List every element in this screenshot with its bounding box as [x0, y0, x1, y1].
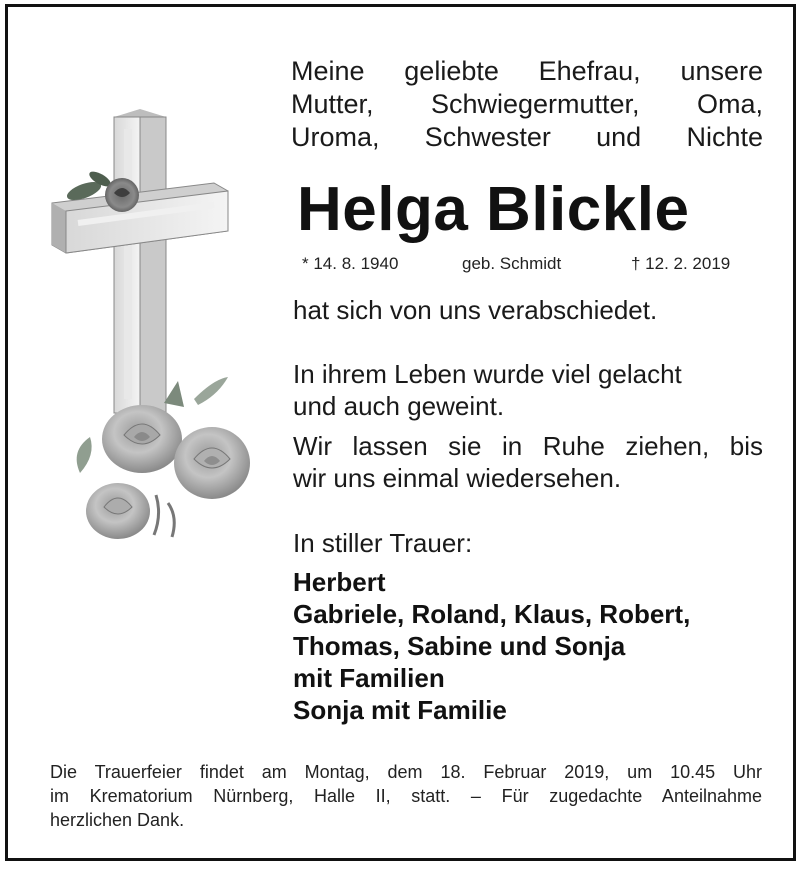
cross-with-roses-illustration — [44, 103, 284, 553]
family-line: Sonja mit Familie — [293, 695, 507, 725]
quote-line: Wir lassen sie in Ruhe ziehen, bis — [293, 431, 763, 461]
obituary-frame — [5, 4, 796, 861]
intro-line: Mutter, Schwiegermutter, Oma, — [291, 89, 763, 119]
maiden-name: geb. Schmidt — [462, 254, 562, 273]
quote-line: und auch geweint. — [293, 391, 505, 421]
family-line: Gabriele, Roland, Klaus, Robert, — [293, 599, 691, 629]
farewell-text: hat sich von uns verabschiedet. — [293, 295, 658, 325]
footer-line: im Krematorium Nürnberg, Halle II, statt. – Für zugedachte Anteilnahme — [50, 786, 762, 806]
family-line: Herbert — [293, 567, 386, 597]
family-line: mit Familien — [293, 663, 445, 693]
deceased-name: Helga Blickle — [297, 175, 690, 244]
cross-icon — [52, 109, 228, 421]
mourning-intro: In stiller Trauer: — [293, 528, 473, 558]
family-line: Thomas, Sabine und Sonja — [293, 631, 626, 661]
quote-second — [293, 430, 763, 494]
family-list — [293, 566, 690, 726]
footer-line: Die Trauerfeier findet am Montag, dem 18. Februar 2019, um 10.45 Uhr — [50, 762, 762, 782]
footer-line: herzlichen Dank. — [50, 810, 185, 830]
quote-first — [293, 358, 682, 422]
intro-text — [291, 55, 763, 154]
intro-line: Uroma, Schwester und Nichte — [291, 122, 763, 152]
birth-date: * 14. 8. 1940 — [302, 254, 399, 273]
quote-line: wir uns einmal wiedersehen. — [293, 463, 622, 493]
funeral-notice — [50, 760, 762, 832]
quote-line: In ihrem Leben wurde viel gelacht — [293, 359, 682, 389]
intro-line: Meine geliebte Ehefrau, unsere — [291, 56, 763, 86]
death-date: † 12. 2. 2019 — [631, 254, 731, 273]
